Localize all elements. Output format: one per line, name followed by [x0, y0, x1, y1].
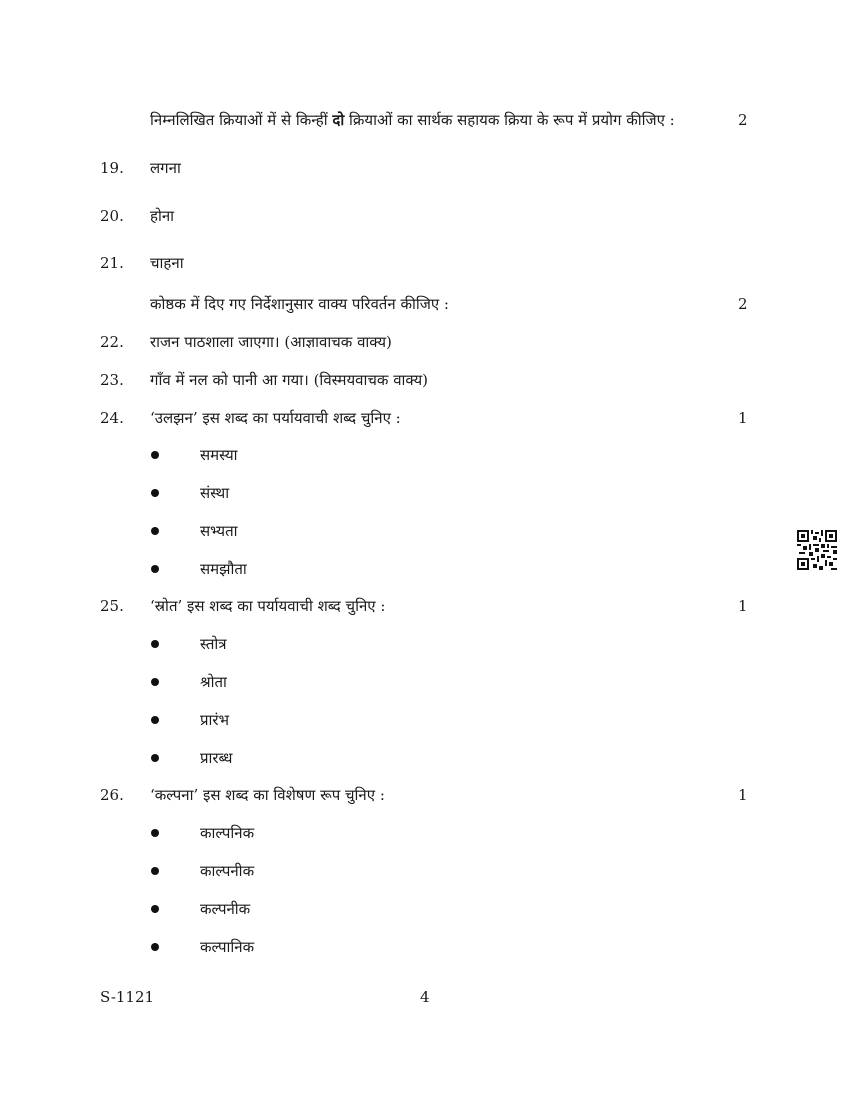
bullet-icon: [151, 678, 159, 686]
instruction-part: निम्नलिखित क्रियाओं में से किन्हीं: [150, 111, 333, 129]
option: काल्पनिक: [200, 824, 255, 842]
question-marks: 1: [738, 409, 748, 427]
bullet-icon: [151, 716, 159, 724]
option: स्तोत्र: [200, 635, 227, 653]
option: सभ्यता: [200, 522, 238, 540]
option: प्रारब्ध: [200, 749, 233, 767]
question-marks: 1: [738, 786, 748, 804]
option: समस्या: [200, 446, 238, 464]
page-number: 4: [420, 988, 430, 1006]
question-number: 26.: [100, 786, 124, 804]
bullet-icon: [151, 527, 159, 535]
question-text: ‘कल्पना’ इस शब्द का विशेषण रूप चुनिए :: [150, 786, 385, 804]
question-text: चाहना: [150, 254, 184, 272]
question-number: 21.: [100, 254, 124, 272]
bullet-icon: [151, 867, 159, 875]
question-number: 23.: [100, 371, 124, 389]
qr-code-icon: [797, 530, 837, 570]
option: प्रारंभ: [200, 711, 230, 729]
bullet-icon: [151, 451, 159, 459]
option: काल्पनीक: [200, 862, 255, 880]
option: समझौता: [200, 560, 247, 578]
question-marks: 1: [738, 597, 748, 615]
bullet-icon: [151, 489, 159, 497]
marks-section-b: 2: [738, 295, 748, 313]
option: श्रोता: [200, 673, 227, 691]
question-text: होना: [150, 207, 175, 225]
question-text: राजन पाठशाला जाएगा। (आज्ञावाचक वाक्य): [150, 333, 392, 351]
instruction-sahayak-kriya: [150, 110, 675, 130]
option: कल्पानिक: [200, 938, 255, 956]
marks-section-a: 2: [738, 111, 748, 129]
question-text: ‘स्रोत’ इस शब्द का पर्यायवाची शब्द चुनिए :: [150, 597, 386, 615]
question-text: ‘उलझन’ इस शब्द का पर्यायवाची शब्द चुनिए :: [150, 409, 401, 427]
bullet-icon: [151, 829, 159, 837]
question-number: 19.: [100, 159, 124, 177]
question-text: लगना: [150, 159, 181, 177]
bullet-icon: [151, 905, 159, 913]
option: कल्पनीक: [200, 900, 251, 918]
instruction-emphasis: दो: [332, 111, 345, 129]
question-number: 22.: [100, 333, 124, 351]
instruction-vakya-parivartan: कोष्ठक में दिए गए निर्देशानुसार वाक्य परिवर्तन कीजिए :: [150, 295, 449, 313]
bullet-icon: [151, 640, 159, 648]
paper-code: S-1121: [100, 988, 155, 1006]
question-number: 25.: [100, 597, 124, 615]
option: संस्था: [200, 484, 230, 502]
question-number: 20.: [100, 207, 124, 225]
bullet-icon: [151, 754, 159, 762]
bullet-icon: [151, 565, 159, 573]
question-number: 24.: [100, 409, 124, 427]
question-text: गाँव में नल को पानी आ गया। (विस्मयवाचक वाक्य): [150, 371, 429, 389]
instruction-part: क्रियाओं का सार्थक सहायक क्रिया के रूप में प्रयोग कीजिए :: [344, 111, 675, 129]
bullet-icon: [151, 943, 159, 951]
